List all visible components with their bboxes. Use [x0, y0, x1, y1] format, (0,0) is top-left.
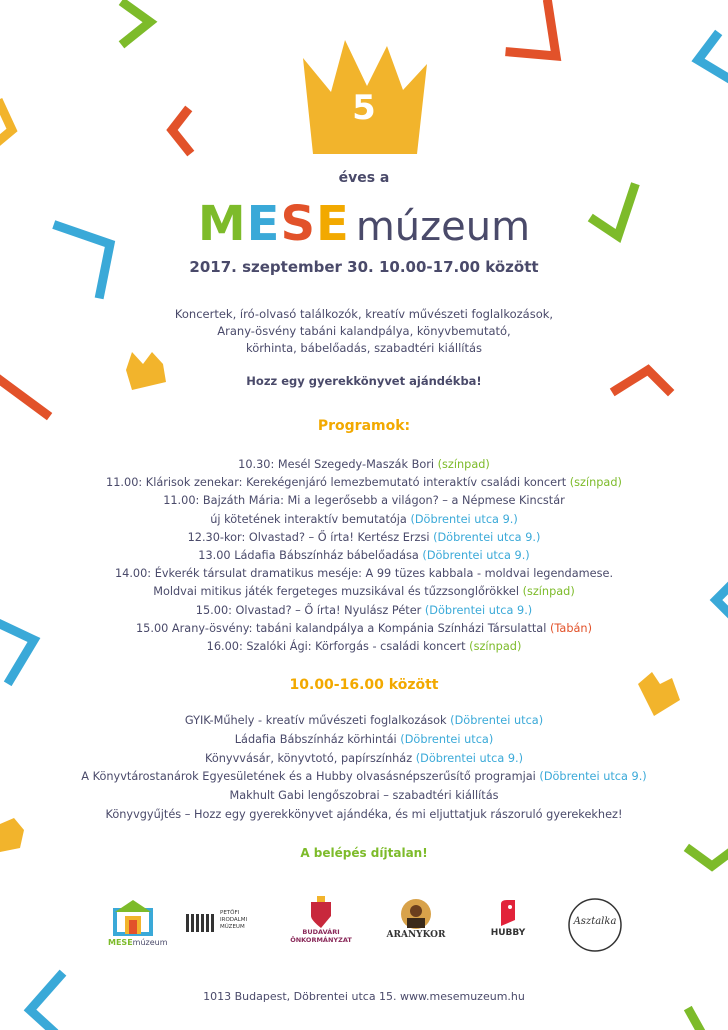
program-text: 11.00: Klárisok zenekar: Kerekégenjáró lemezbemutató interaktív családi koncert — [106, 476, 570, 490]
program-item — [0, 511, 728, 529]
program-location: (Döbrentei utca 9.) — [433, 530, 541, 544]
program-item — [0, 583, 728, 601]
program-item — [0, 638, 728, 656]
program-text: 16.00: Szalóki Ági: Körforgás - családi koncert — [206, 640, 470, 654]
coat-of-arms-icon — [309, 896, 333, 928]
asztalka-text: Asztalka — [573, 916, 617, 927]
program-text: 12.30-kor: Olvastad? – Ő írta! Kertész Erzsi — [187, 530, 434, 544]
activity-text: A Könyvtárostanárok Egyesületének és a Hubby olvasásnépszerűsítő programjai — [81, 770, 540, 784]
program-item — [0, 456, 728, 474]
footer-address: 1013 Budapest, Döbrentei utca 15. www.mesemuzeum.hu — [203, 990, 525, 1003]
mesemuzeum-logo-text: MESEmúzeum — [108, 938, 168, 947]
program-location: (színpad) — [569, 476, 622, 490]
brand-letter-e2: E — [316, 196, 350, 252]
activity-text: Könyvvásár, könyvtotó, papírszínház — [204, 751, 416, 765]
activity-location: (Döbrentei utca) — [450, 714, 544, 727]
program-item — [0, 492, 728, 510]
logo-pim[interactable] — [186, 910, 270, 934]
activity-text: GYIK-Műhely - kreatív művészeti foglalkozások — [184, 714, 451, 727]
portrait-icon — [398, 898, 434, 930]
activity-location: (Döbrentei utca 9.) — [539, 770, 647, 784]
brand-letter-s: S — [280, 196, 317, 252]
activity-item — [0, 731, 728, 750]
program-item — [0, 547, 728, 565]
bring-book-text: Hozz egy gyerekkönyvet ajándékba! — [246, 374, 482, 388]
program-text: új kötetének interaktív bemutatója — [210, 512, 411, 526]
program-text: 15.00 Arany-ösvény: tabáni kalandpálya a Kompánia Színházi Társulattal — [135, 621, 550, 635]
program-text: 15.00: Olvastad? – Ő írta! Nyulász Péter — [195, 603, 425, 617]
program-item — [0, 620, 728, 638]
chevron-red-top-right — [510, 4, 556, 56]
program-item — [0, 529, 728, 547]
mesemuzeum-house-icon — [113, 900, 153, 936]
program-location: (színpad) — [469, 640, 522, 654]
chevron-green-bottom-right-2 — [690, 1012, 700, 1030]
intro-line: Arany-ösvény tabáni kalandpálya, könyvbemutató, — [217, 324, 511, 338]
eves-text: éves a — [338, 170, 390, 186]
programs-list — [0, 456, 728, 656]
hubby-bird-icon — [497, 900, 519, 928]
activity-text: Könyvgyűjtés – Hozz egy gyerekkönyvet ajándéka, és mi eljuttatjuk rászoruló gyerekekhez! — [105, 807, 623, 821]
sponsor-logos — [0, 892, 728, 962]
program-text: 14.00: Évkerék társulat dramatikus meséje: A 99 tüzes kabbala - moldvai legendamese. — [114, 567, 614, 581]
intro-line: Koncertek, író-olvasó találkozók, kreatív művészeti foglalkozások, — [174, 307, 554, 321]
aranykor-text: ARANYKOR — [386, 930, 446, 940]
intro-line: körhinta, bábelőadás, szabadtéri kiállítás — [245, 341, 483, 355]
intro-text — [0, 306, 728, 357]
chevron-blue-bottom-left — [30, 976, 60, 1030]
activity-item — [0, 750, 728, 769]
program-item — [0, 602, 728, 620]
program-item — [0, 474, 728, 492]
time-heading: 10.00-16.00 között — [289, 677, 439, 693]
program-text: 10.30: Mesél Szegedy-Maszák Bori — [238, 458, 438, 471]
activity-item — [0, 712, 728, 731]
logo-budavari[interactable] — [288, 896, 354, 944]
logo-aranykor[interactable] — [378, 898, 454, 940]
program-location: (színpad) — [437, 458, 490, 471]
brand-letter-e: E — [246, 196, 281, 252]
pim-bars-icon — [186, 910, 216, 934]
activity-item — [0, 768, 728, 787]
activity-location: (Döbrentei utca) — [400, 732, 494, 746]
program-text: Moldvai mitikus játék fergeteges muzsikával és tűzzsonglőrökkel — [153, 585, 523, 599]
activity-item — [0, 806, 728, 825]
logo-hubby[interactable] — [482, 900, 534, 938]
mese-muzeum-title — [0, 196, 728, 252]
activity-item — [0, 787, 728, 806]
pim-text: PETŐFI IRODALMI MÚZEUM — [220, 910, 248, 930]
budavari-text: BUDAVÁRI ÖNKORMÁNYZAT — [290, 928, 352, 944]
program-text: 13.00 Ládafia Bábszínház bábelőadása — [198, 549, 423, 563]
logo-mesemuzeum[interactable] — [108, 900, 168, 947]
program-text: 11.00: Bajzáth Mária: Mi a legerősebb a világon? – a Népmese Kincstár — [163, 494, 565, 508]
activity-location: (Döbrentei utca 9.) — [415, 751, 524, 765]
chevron-green-top-left — [125, 4, 150, 42]
program-location: (Döbrentei utca 9.) — [410, 512, 518, 526]
program-location: (színpad) — [522, 585, 575, 599]
programs-heading: Programok: — [317, 418, 411, 434]
brand-suffix: múzeum — [355, 204, 531, 250]
chevron-blue-top-right — [698, 36, 728, 78]
activity-text: Ládafia Bábszínház körhintái — [234, 732, 401, 746]
activities-list — [0, 712, 728, 825]
event-date: 2017. szeptember 30. 10.00-17.00 között — [189, 258, 539, 276]
free-entry-text: A belépés díjtalan! — [300, 846, 428, 860]
brand-letter-m: M — [197, 196, 247, 252]
anniversary-number: 5 — [352, 88, 376, 128]
hubby-text: HUBBY — [490, 928, 526, 938]
activity-text: Makhult Gabi lengőszobrai – szabadtéri kiállítás — [229, 789, 499, 803]
logo-asztalka[interactable] — [566, 896, 624, 954]
program-item — [0, 565, 728, 583]
program-location: (Döbrentei utca 9.) — [424, 603, 533, 617]
program-location: (Döbrentei utca 9.) — [422, 549, 530, 563]
program-location: (Tabán) — [549, 621, 592, 635]
